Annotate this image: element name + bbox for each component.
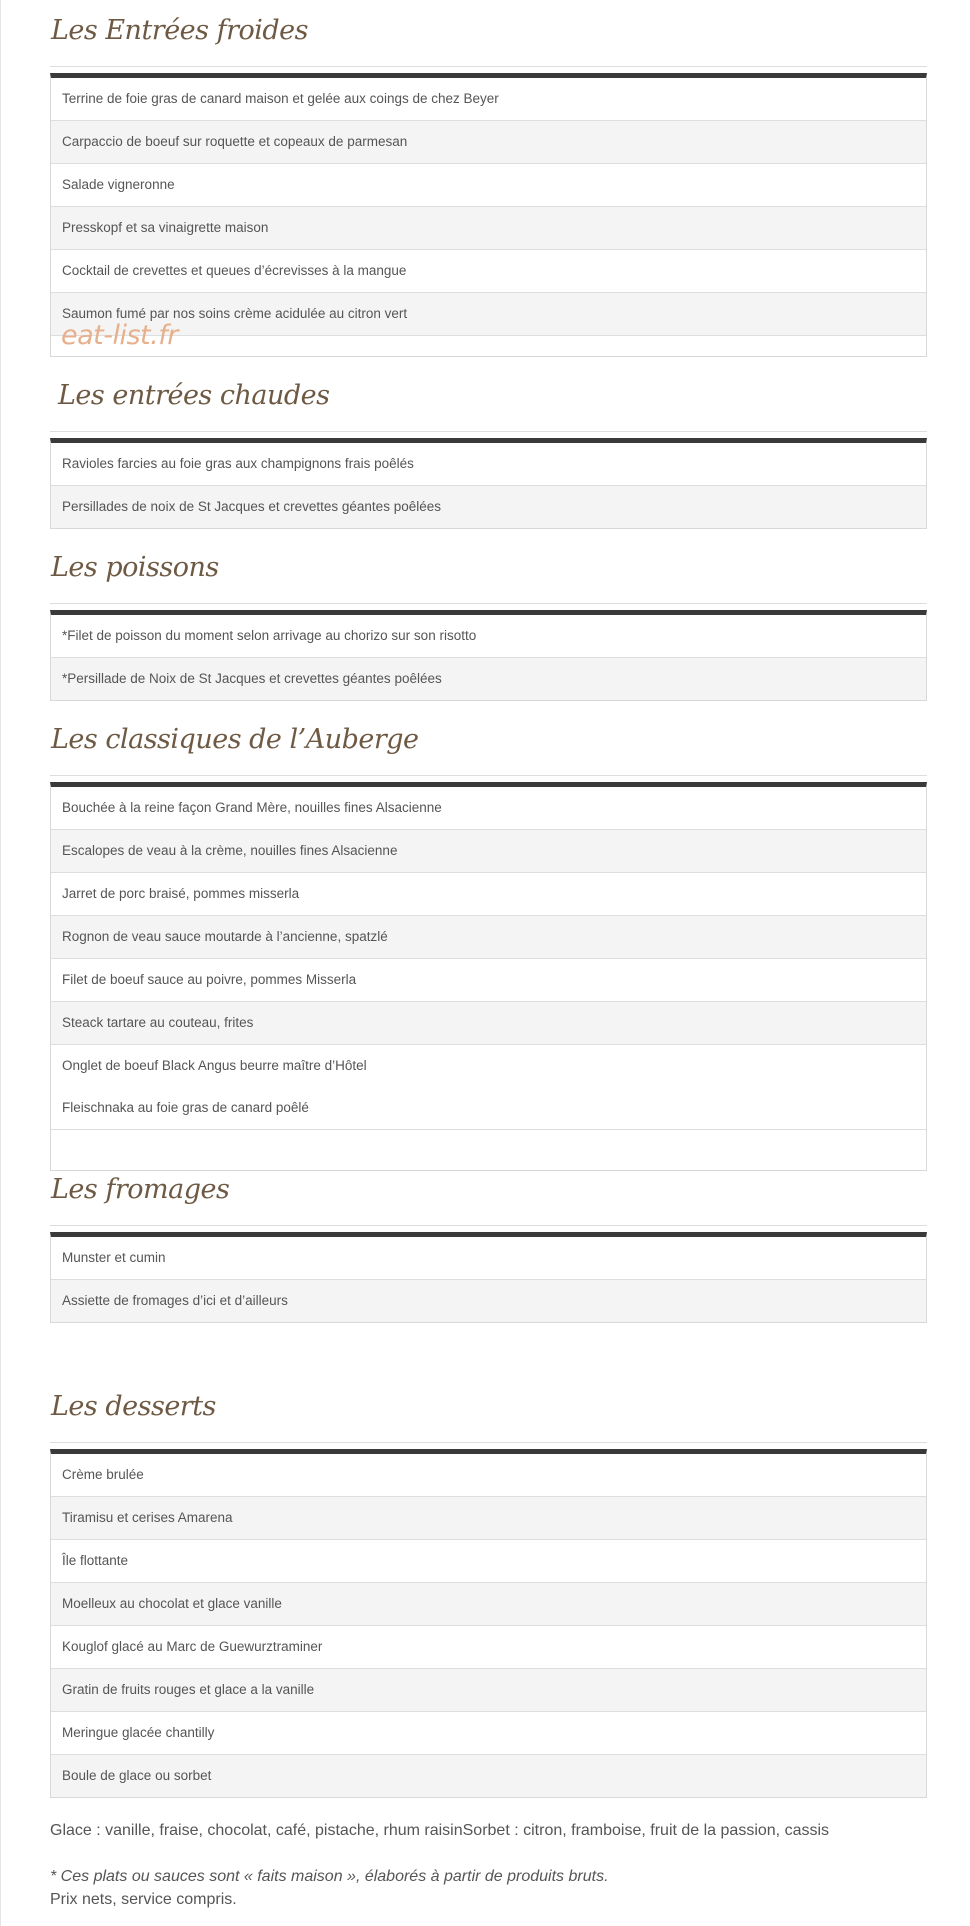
menu-table bbox=[50, 610, 927, 701]
menu-item: Persillades de noix de St Jacques et crevettes géantes poêlées bbox=[51, 485, 926, 528]
menu-item: Rognon de veau sauce moutarde à l’ancienne, spatzlé bbox=[51, 915, 926, 958]
section-poissons bbox=[50, 545, 927, 701]
menu-item: Gratin de fruits rouges et glace a la vanille bbox=[51, 1668, 926, 1711]
page-left-border bbox=[0, 0, 1, 1926]
menu-item: Filet de boeuf sauce au poivre, pommes Misserla bbox=[51, 958, 926, 1001]
menu-item: Jarret de porc braisé, pommes misserla bbox=[51, 872, 926, 915]
menu-item: Bouchée à la reine façon Grand Mère, nouilles fines Alsacienne bbox=[51, 787, 926, 829]
prices-note: Prix nets, service compris. bbox=[50, 1891, 237, 1908]
menu-item: Kouglof glacé au Marc de Guewurztraminer bbox=[51, 1625, 926, 1668]
section-entrees-chaudes bbox=[50, 373, 927, 529]
table-empty-row bbox=[51, 335, 926, 356]
menu-item: Fleischnaka au foie gras de canard poêlé bbox=[51, 1087, 926, 1129]
menu-item: Meringue glacée chantilly bbox=[51, 1711, 926, 1754]
menu-item: Île flottante bbox=[51, 1539, 926, 1582]
title-divider bbox=[50, 431, 927, 432]
menu-item: Presskopf et sa vinaigrette maison bbox=[51, 206, 926, 249]
title-divider bbox=[50, 775, 927, 776]
menu-item: Saumon fumé par nos soins crème acidulée au citron vert bbox=[51, 292, 926, 335]
menu-item: Ravioles farcies au foie gras aux champignons frais poêlés bbox=[51, 443, 926, 485]
menu-item: Escalopes de veau à la crème, nouilles fines Alsacienne bbox=[51, 829, 926, 872]
menu-item: Steack tartare au couteau, frites bbox=[51, 1001, 926, 1044]
menu-item: Carpaccio de boeuf sur roquette et copeaux de parmesan bbox=[51, 120, 926, 163]
section-fromages bbox=[50, 1167, 927, 1323]
section-title: Les classiques de l’Auberge bbox=[51, 724, 419, 755]
section-title: Les poissons bbox=[51, 552, 219, 583]
watermark-logo: eat-list.fr bbox=[61, 320, 178, 351]
menu-item: Onglet de boeuf Black Angus beurre maître d’Hôtel bbox=[51, 1044, 926, 1087]
title-divider bbox=[50, 1442, 927, 1443]
section-title: Les entrées chaudes bbox=[58, 380, 330, 411]
section-classiques bbox=[50, 717, 927, 1171]
section-title: Les Entrées froides bbox=[51, 15, 309, 46]
title-divider bbox=[50, 1225, 927, 1226]
menu-item: *Persillade de Noix de St Jacques et crevettes géantes poêlées bbox=[51, 657, 926, 700]
menu-table bbox=[50, 1232, 927, 1323]
menu-item: Cocktail de crevettes et queues d’écrevisses à la mangue bbox=[51, 249, 926, 292]
menu-item: Munster et cumin bbox=[51, 1237, 926, 1279]
section-title: Les fromages bbox=[51, 1174, 230, 1205]
menu-item: Boule de glace ou sorbet bbox=[51, 1754, 926, 1797]
menu-item: Terrine de foie gras de canard maison et gelée aux coings de chez Beyer bbox=[51, 78, 926, 120]
menu-item: Tiramisu et cerises Amarena bbox=[51, 1496, 926, 1539]
table-empty-row bbox=[51, 1129, 926, 1170]
section-entrees-froides bbox=[50, 8, 927, 357]
title-divider bbox=[50, 66, 927, 67]
menu-item: Salade vigneronne bbox=[51, 163, 926, 206]
glaces-sorbets-text: Glace : vanille, fraise, chocolat, café, pistache, rhum raisinSorbet : citron, framboise, fruit de la passion, cassis bbox=[50, 1822, 830, 1839]
title-divider bbox=[50, 603, 927, 604]
menu-table bbox=[50, 1449, 927, 1798]
menu-item: Moelleux au chocolat et glace vanille bbox=[51, 1582, 926, 1625]
menu-table bbox=[50, 438, 927, 529]
menu-item: *Filet de poisson du moment selon arrivage au chorizo sur son risotto bbox=[51, 615, 926, 657]
menu-table bbox=[50, 782, 927, 1171]
menu-table bbox=[50, 73, 927, 357]
menu-item: Assiette de fromages d’ici et d’ailleurs bbox=[51, 1279, 926, 1322]
section-desserts bbox=[50, 1384, 927, 1798]
section-title: Les desserts bbox=[51, 1391, 216, 1422]
fait-maison-note: * Ces plats ou sauces sont « faits maison », élaborés à partir de produits bruts. bbox=[50, 1868, 609, 1885]
menu-item: Crème brulée bbox=[51, 1454, 926, 1496]
